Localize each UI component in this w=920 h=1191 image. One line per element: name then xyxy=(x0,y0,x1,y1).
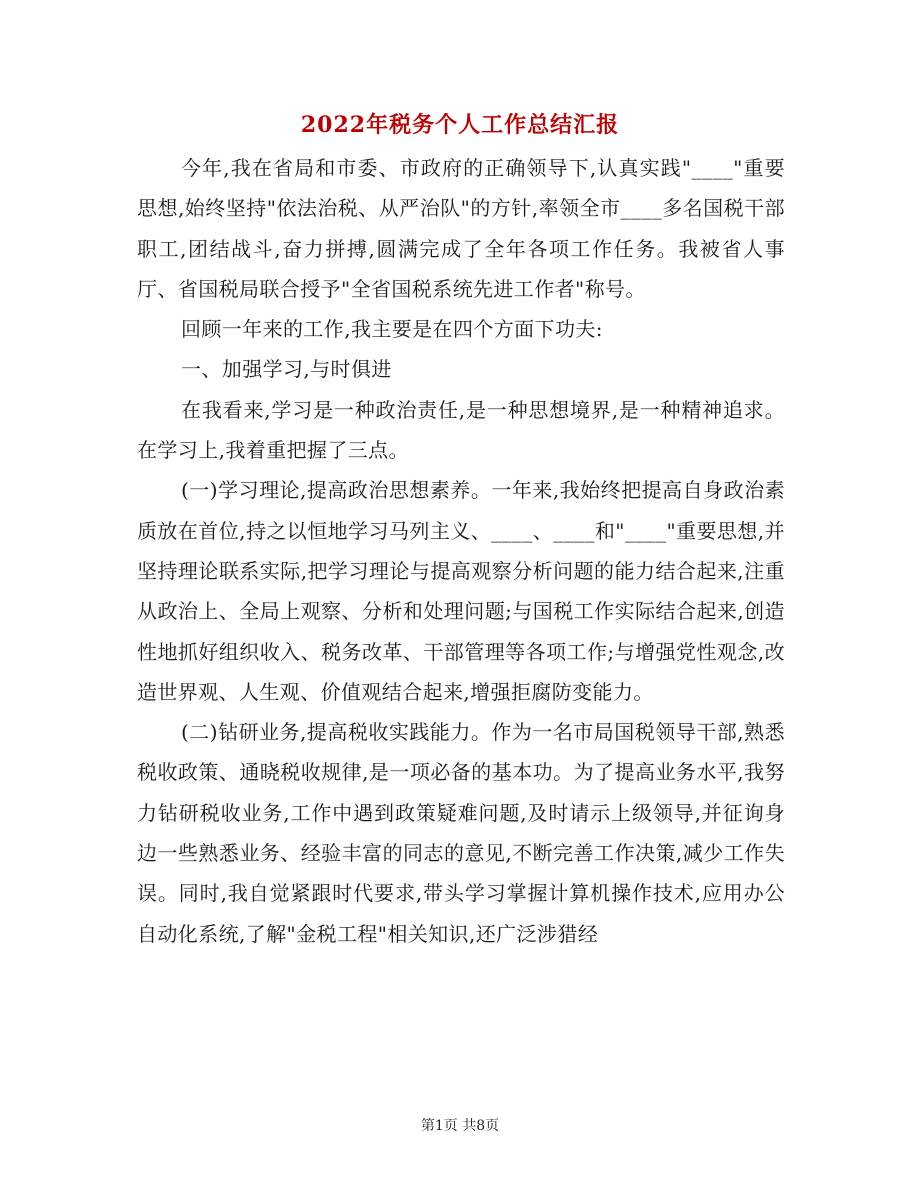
paragraph-study: 在我看来,学习是一种政治责任,是一种思想境界,是一种精神追求。在学习上,我着重把握了三点。 xyxy=(137,397,785,463)
paragraph-business: (二)钻研业务,提高税收实践能力。作为一名市局国税领导干部,熟悉税收政策、通晓税收规律,是一项必备的基本功。为了提高业务水平,我努力钻研税收业务,工作中遇到政策疑难问题,及时请示上级领导,并征询身边一些熟悉业务、经验丰富的同志的意见,不断完善工作决策,减少工作失误。同时,我自觉紧跟时代要求,带头学习掌握计算机操作技术,应用办公自动化系统,了解"金税工程"相关知识,还广泛涉猎经 xyxy=(137,720,785,946)
document-body xyxy=(137,148,785,954)
section-heading-1: 一、加强学习,与时俱进 xyxy=(181,357,392,382)
document-title: 2022年税务个人工作总结汇报 xyxy=(300,112,620,138)
page-number: 第1页 共8页 xyxy=(420,1118,500,1134)
paragraph-theory: (一)学习理论,提高政治思想素养。一年来,我始终把提高自身政治素质放在首位,持之以恒地学习马列主义、____、____和"____"重要思想,并坚持理论联系实际,把学习理论与提高观察分析问题的能力结合起来,注重从政治上、全局上观察、分析和处理问题;与国税工作实际结合起来,创造性地抓好组织收入、税务改革、干部管理等各项工作;与增强党性观念,改造世界观、人生观、价值观结合起来,增强拒腐防变能力。 xyxy=(137,478,785,704)
paragraph-review: 回顾一年来的工作,我主要是在四个方面下功夫: xyxy=(181,317,603,342)
paragraph-intro: 今年,我在省局和市委、市政府的正确领导下,认真实践"____"重要思想,始终坚持"依法治税、从严治队"的方针,率领全市____多名国税干部职工,团结战斗,奋力拼搏,圆满完成了全年各项工作任务。我被省人事厅、省国税局联合授予"全省国税系统先进工作者"称号。 xyxy=(137,156,785,301)
